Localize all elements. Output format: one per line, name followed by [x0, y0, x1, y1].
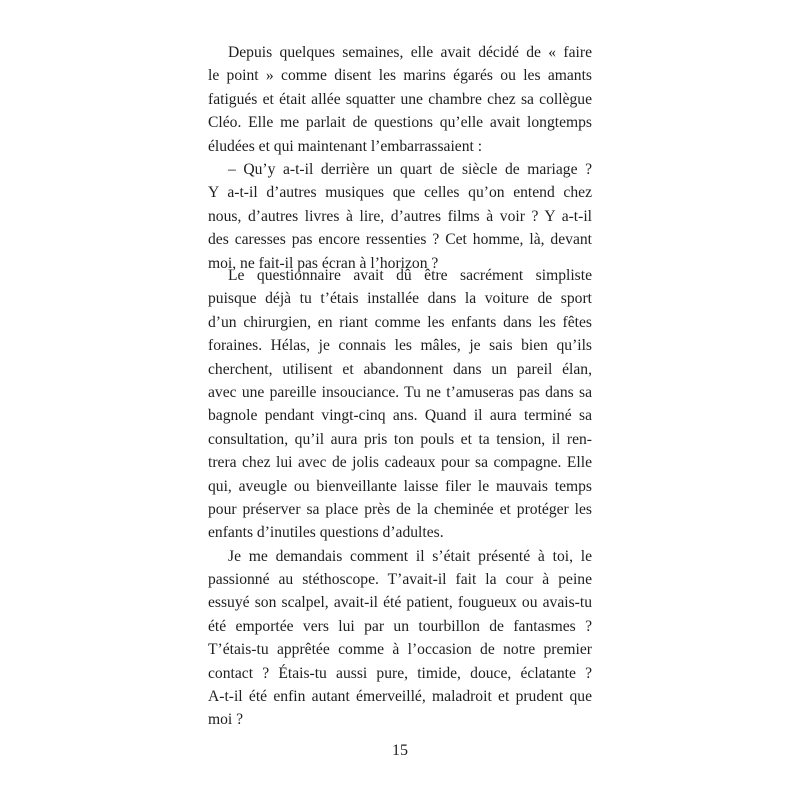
text-line: passionné au stéthoscope. T’avait-il fait la cour à peine	[208, 571, 592, 589]
text-line: fatigués et était allée squatter une chambre chez sa collègue	[208, 90, 592, 108]
text-line: pour préserver sa place près de la cheminée et protéger les	[208, 500, 592, 518]
text-line: moi ?	[208, 711, 244, 729]
text-line: qui, aveugle ou bienveillante laisse filer le mauvais temps	[208, 477, 592, 495]
text-line: Je me demandais comment il s’était présenté à toi, le	[228, 547, 592, 565]
text-line: Le questionnaire avait dû être sacrément simpliste	[228, 267, 592, 284]
text-line: puisque déjà tu t’étais installée dans la voiture de sport	[208, 290, 592, 308]
text-line: avec une pareille insouciance. Tu ne t’amuseras pas dans sa	[208, 383, 592, 401]
text-line: enfants d’inutiles questions d’adultes.	[208, 524, 444, 542]
text-line: été emportée vers lui par un tourbillon de fantasmes ?	[208, 617, 592, 635]
text-line: bagnole pendant vingt-cinq ans. Quand il aura terminé sa	[208, 407, 592, 425]
text-line: le point » comme disent les marins égarés ou les amants	[208, 67, 592, 85]
text-line: consultation, qu’il aura pris ton pouls et ta tension, il ren-	[208, 430, 592, 448]
text-line: A-t-il été enfin autant émerveillé, maladroit et prudent que	[208, 688, 592, 706]
text-line: – Qu’y a-t-il derrière un quart de siècle de mariage ?	[228, 160, 592, 178]
text-line: trera chez lui avec de jolis cadeaux pour sa compagne. Elle	[208, 454, 592, 472]
text-line: essuyé son scalpel, avait-il été patient, fougueux ou avais-tu	[208, 594, 592, 612]
page-number: 15	[392, 742, 408, 759]
paragraph-2	[208, 264, 592, 732]
text-line: Y a-t-il d’autres musiques que celles qu’on entend chez	[208, 184, 592, 202]
text-line: d’un chirurgien, en riant comme les enfants dans les fêtes	[208, 313, 592, 331]
text-line: Cléo. Elle me parlait de questions qu’elle avait longtemps	[208, 114, 592, 132]
text-line: cherchent, utilisent et abandonnent dans un pareil élan,	[208, 360, 592, 378]
text-line: T’étais-tu apprêtée comme à l’occasion de notre premier	[208, 641, 592, 659]
text-line: contact ? Étais-tu aussi pure, timide, douce, éclatante ?	[208, 664, 592, 682]
text-line: des caresses pas encore ressenties ? Cet homme, là, devant	[208, 231, 592, 249]
paragraph-1	[208, 41, 592, 275]
text-line: Depuis quelques semaines, elle avait décidé de « faire	[228, 44, 592, 61]
text-line: éludées et qui maintenant l’embarrassaient :	[208, 137, 483, 155]
text-line: foraines. Hélas, je connais les mâles, je sais bien qu’ils	[208, 337, 592, 355]
text-line: nous, d’autres livres à lire, d’autres films à voir ? Y a-t-il	[208, 207, 592, 225]
text-line: moi, ne fait-il pas écran à l’horizon ?	[208, 254, 439, 272]
